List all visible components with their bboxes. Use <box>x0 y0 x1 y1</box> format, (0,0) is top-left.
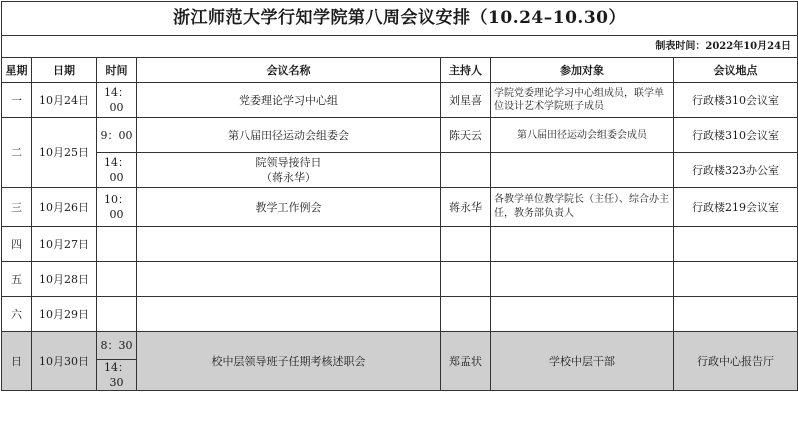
table-row <box>2 118 798 153</box>
host-cell: 刘星喜 <box>441 83 491 118</box>
time-cell <box>97 297 137 332</box>
date-cell: 10月30日 <box>32 332 97 391</box>
weekday-cell: 三 <box>2 188 32 227</box>
attendees-cell <box>491 297 674 332</box>
header-weekday: 星期 <box>2 58 32 83</box>
meeting-name-cell: 党委理论学习中心组 <box>137 83 441 118</box>
location-cell <box>674 227 798 262</box>
table-row <box>2 83 798 118</box>
attendees-cell <box>491 227 674 262</box>
weekday-cell: 一 <box>2 83 32 118</box>
host-cell <box>441 297 491 332</box>
host-cell: 郑孟状 <box>441 332 491 391</box>
meeting-name-cell <box>137 297 441 332</box>
header-date: 日期 <box>32 58 97 83</box>
location-cell <box>674 297 798 332</box>
attendees-cell: 各教学单位教学院长（主任）、综合办主任，教务部负责人 <box>491 188 674 227</box>
time-cell: 8：30 <box>97 332 137 360</box>
attendees-cell <box>491 153 674 188</box>
header-location: 会议地点 <box>674 58 798 83</box>
page-title: 浙江师范大学行知学院第八周会议安排（10.24–10.30） <box>2 2 798 36</box>
host-cell: 蒋永华 <box>441 188 491 227</box>
date-cell: 10月29日 <box>32 297 97 332</box>
host-cell <box>441 153 491 188</box>
date-cell: 10月28日 <box>32 262 97 297</box>
meeting-name-cell <box>137 153 441 188</box>
host-cell <box>441 227 491 262</box>
time-cell: 14：00 <box>97 153 137 188</box>
location-cell: 行政楼219会议室 <box>674 188 798 227</box>
attendees-cell: 学院党委理论学习中心组成员，联学单位设计艺术学院班子成员 <box>491 83 674 118</box>
header-meeting-name: 会议名称 <box>137 58 441 83</box>
table-row <box>2 188 798 227</box>
table-row <box>2 262 798 297</box>
meeting-name-cell: 教学工作例会 <box>137 188 441 227</box>
location-cell: 行政楼323办公室 <box>674 153 798 188</box>
location-cell <box>674 262 798 297</box>
header-attendees: 参加对象 <box>491 58 674 83</box>
date-cell: 10月24日 <box>32 83 97 118</box>
date-cell: 10月25日 <box>32 118 97 188</box>
weekday-cell: 四 <box>2 227 32 262</box>
time-cell: 9：00 <box>97 118 137 153</box>
attendees-cell: 第八届田径运动会组委会成员 <box>491 118 674 153</box>
date-cell: 10月27日 <box>32 227 97 262</box>
weekday-cell: 五 <box>2 262 32 297</box>
meeting-name-cell <box>137 227 441 262</box>
schedule-sheet <box>1 1 797 430</box>
time-cell <box>97 262 137 297</box>
meeting-name-cell: 校中层领导班子任期考核述职会 <box>137 332 441 391</box>
host-cell: 陈天云 <box>441 118 491 153</box>
date-cell: 10月26日 <box>32 188 97 227</box>
time-cell: 14：30 <box>97 360 137 391</box>
host-cell <box>441 262 491 297</box>
table-row <box>2 332 798 360</box>
weekday-cell: 日 <box>2 332 32 391</box>
table-row <box>2 297 798 332</box>
location-cell: 行政楼310会议室 <box>674 83 798 118</box>
created-date: 制表时间：2022年10月24日 <box>2 36 798 58</box>
time-cell <box>97 227 137 262</box>
location-cell: 行政楼310会议室 <box>674 118 798 153</box>
attendees-cell: 学校中层干部 <box>491 332 674 391</box>
attendees-cell <box>491 262 674 297</box>
meeting-name-line: 院领导接待日 <box>255 156 322 169</box>
table-row <box>2 153 798 188</box>
header-row <box>2 58 798 83</box>
header-host: 主持人 <box>441 58 491 83</box>
meeting-name-cell: 第八届田径运动会组委会 <box>137 118 441 153</box>
weekday-cell: 六 <box>2 297 32 332</box>
header-time: 时间 <box>97 58 137 83</box>
meeting-schedule-table <box>1 1 798 391</box>
meeting-name-cell <box>137 262 441 297</box>
time-cell: 14：00 <box>97 83 137 118</box>
meeting-name-line: （蒋永华） <box>261 171 316 184</box>
location-cell: 行政中心报告厅 <box>674 332 798 391</box>
time-cell: 10：00 <box>97 188 137 227</box>
table-row <box>2 227 798 262</box>
weekday-cell: 二 <box>2 118 32 188</box>
